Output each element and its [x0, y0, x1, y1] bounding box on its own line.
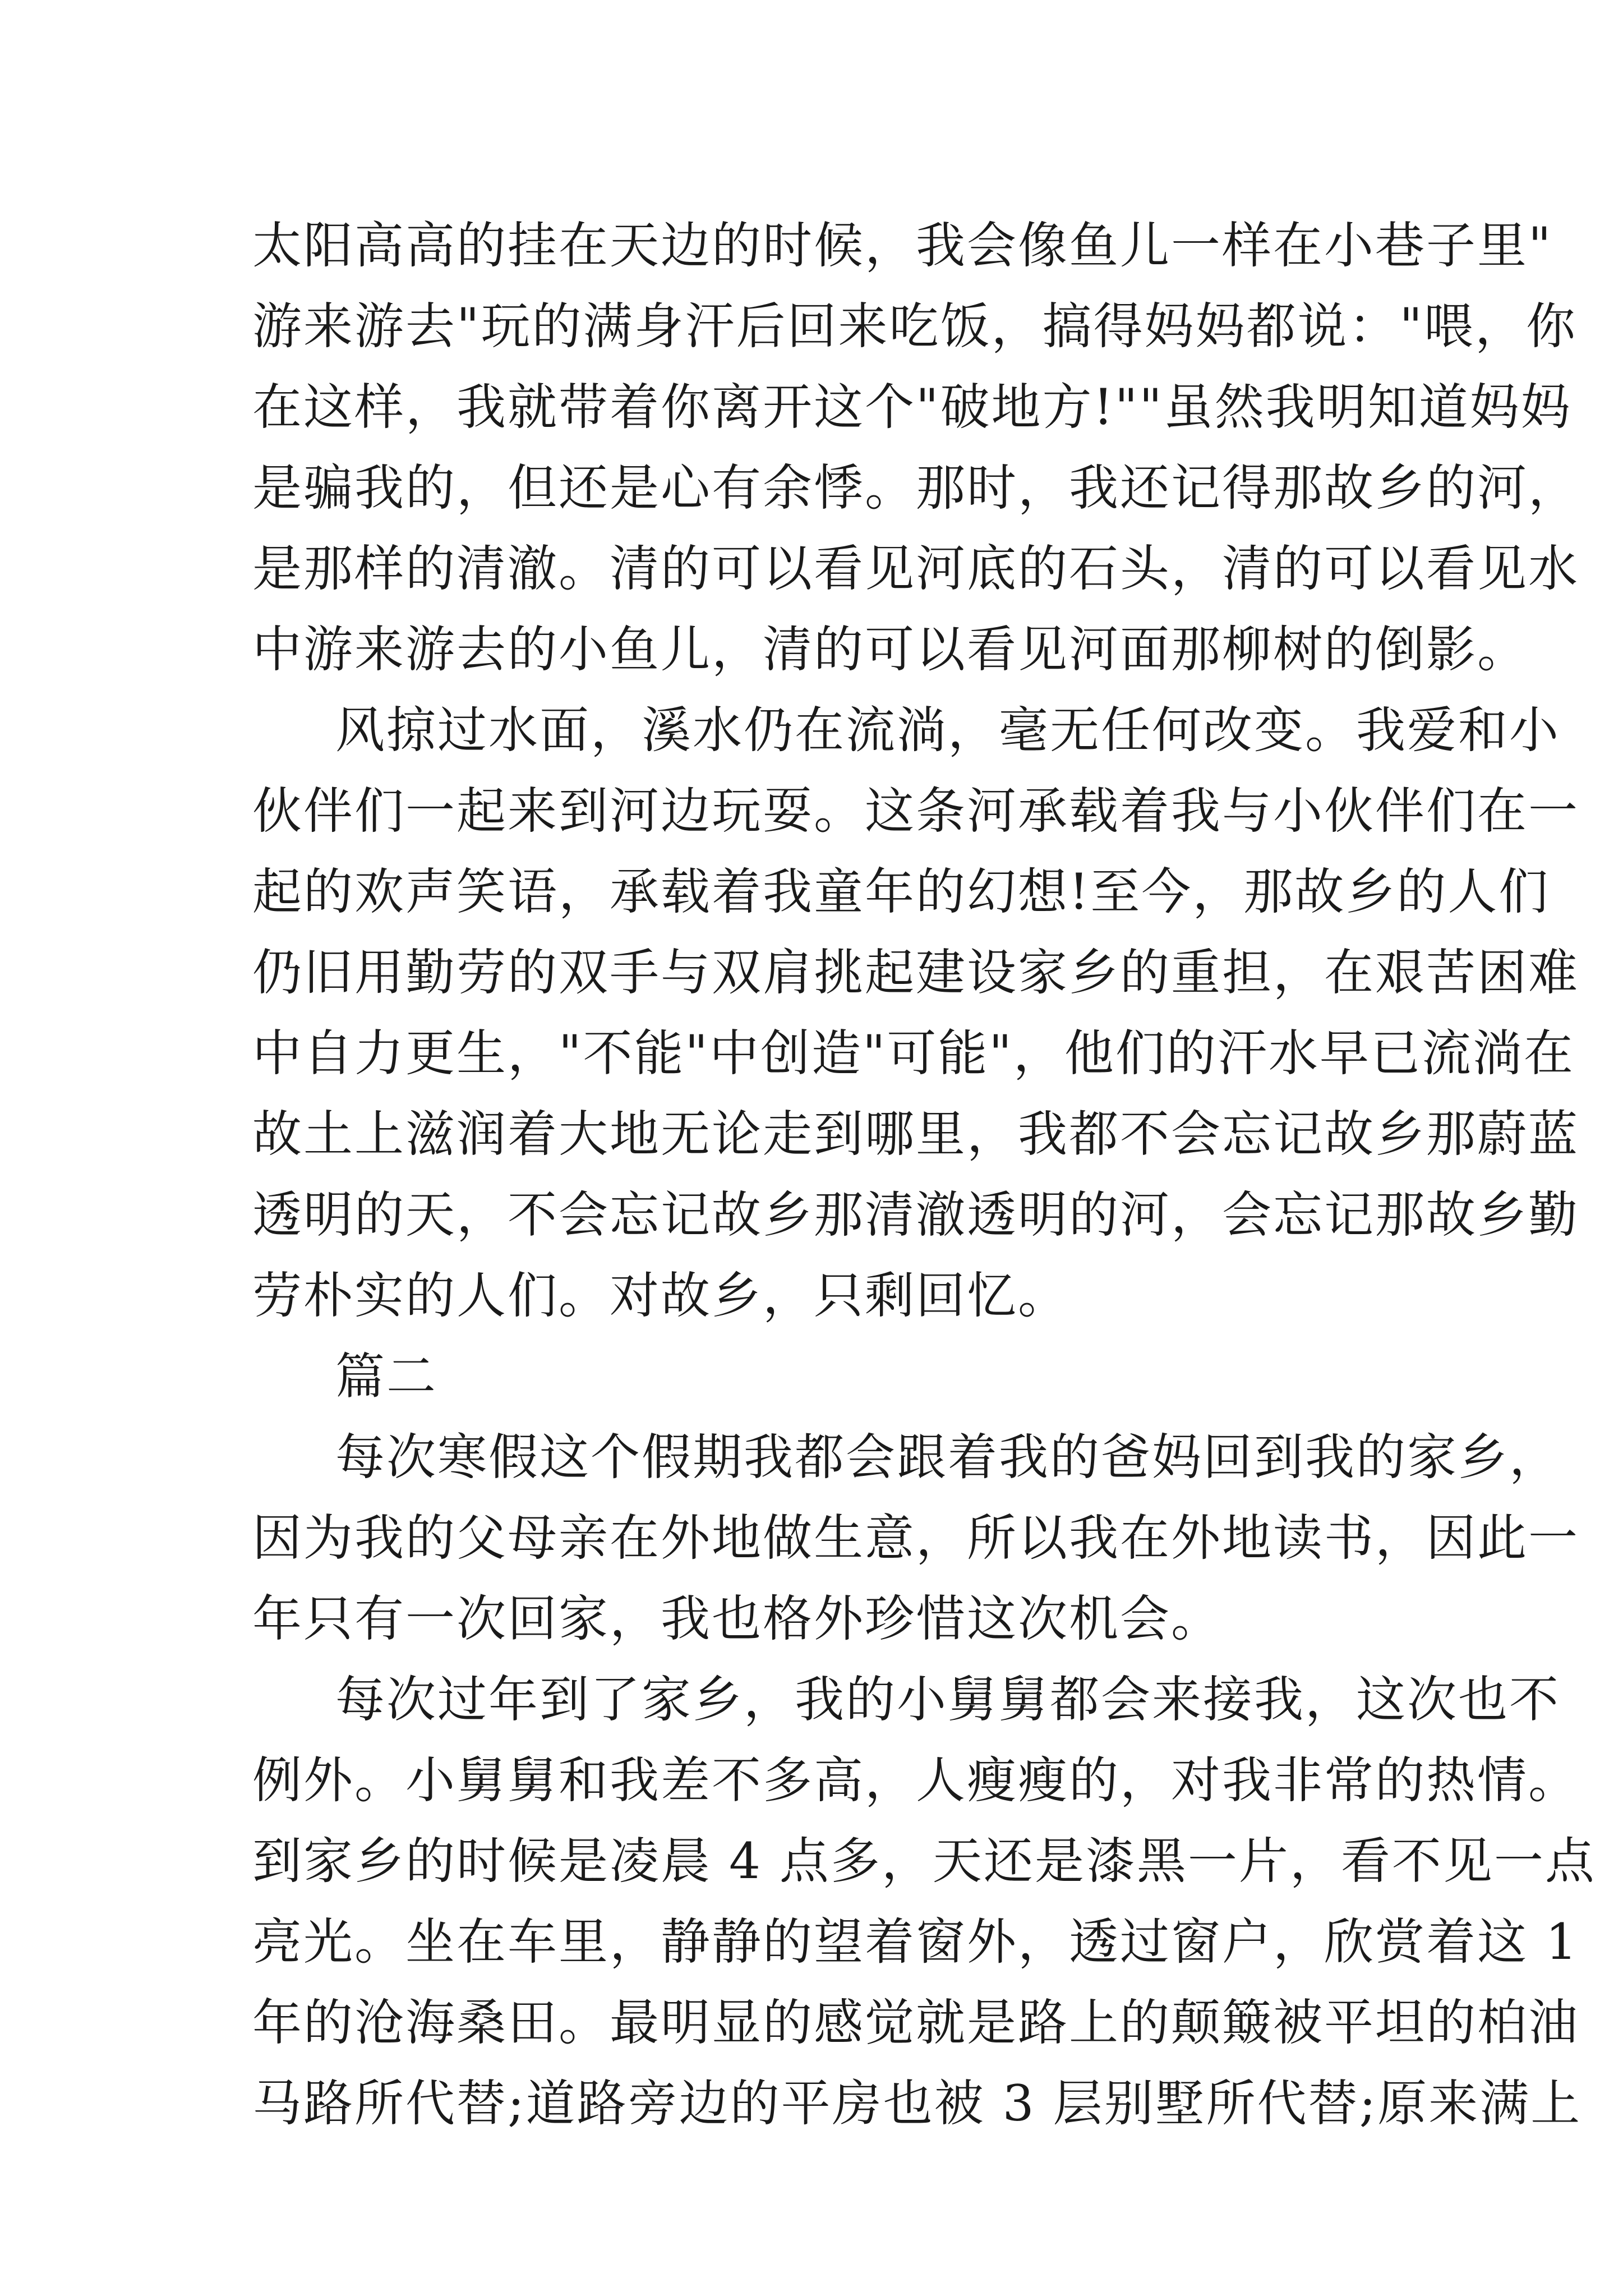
text-line: 例外。小舅舅和我差不多高，人瘦瘦的，对我非常的热情。	[252, 1751, 1580, 1809]
text-line: 年只有一次回家，我也格外珍惜这次机会。	[252, 1590, 1223, 1648]
paragraph-start-line: 每次过年到了家乡，我的小舅舅都会来接我，这次也不	[335, 1671, 1561, 1728]
text-line: 亮光。坐在车里，静静的望着窗外，透过窗户，欣赏着这 1	[252, 1913, 1579, 1971]
paragraph-start-line: 每次寒假这个假期我都会跟着我的爸妈回到我的家乡，	[335, 1428, 1561, 1486]
text-line: 起的欢声笑语，承载着我童年的幻想!至今，那故乡的人们	[252, 863, 1550, 921]
text-line: 到家乡的时候是凌晨 4 点多，天还是漆黑一片，看不见一点	[252, 1832, 1596, 1890]
text-line: 仍旧用勤劳的双手与双肩挑起建设家乡的重担，在艰苦困难	[252, 944, 1580, 1001]
text-line: 劳朴实的人们。对故乡，只剩回忆。	[252, 1267, 1069, 1324]
text-line: 因为我的父母亲在外地做生意，所以我在外地读书，因此一	[252, 1509, 1580, 1567]
text-line: 游来游去"玩的满身汗后回来吃饭，搞得妈妈都说："喂，你	[252, 297, 1577, 355]
text-line: 故土上滋润着大地无论走到哪里，我都不会忘记故乡那蔚蓝	[252, 1105, 1580, 1163]
text-line: 是那样的清澈。清的可以看见河底的石头，清的可以看见水	[252, 540, 1580, 597]
text-line: 中游来游去的小鱼儿，清的可以看见河面那柳树的倒影。	[252, 620, 1529, 678]
text-line: 伙伴们一起来到河边玩耍。这条河承载着我与小伙伴们在一	[252, 782, 1580, 840]
text-line: 中自力更生，"不能"中创造"可能"，他们的汗水早已流淌在	[252, 1024, 1575, 1082]
section-heading: 篇二	[335, 1347, 438, 1405]
text-line: 年的沧海桑田。最明显的感觉就是路上的颠簸被平坦的柏油	[252, 1994, 1580, 2051]
text-line: 在这样，我就带着你离开这个"破地方!""虽然我明知道妈妈	[252, 378, 1572, 436]
text-line: 马路所代替;道路旁边的平房也被 3 层别墅所代替;原来满上	[252, 2074, 1582, 2132]
paragraph-start-line: 风掠过水面，溪水仍在流淌，毫无任何改变。我爱和小	[335, 701, 1561, 759]
text-line: 是骗我的，但还是心有余悸。那时，我还记得那故乡的河，	[252, 459, 1580, 517]
text-line: 太阳高高的挂在天边的时候，我会像鱼儿一样在小巷子里"	[252, 217, 1553, 274]
text-line: 透明的天，不会忘记故乡那清澈透明的河，会忘记那故乡勤	[252, 1186, 1580, 1244]
